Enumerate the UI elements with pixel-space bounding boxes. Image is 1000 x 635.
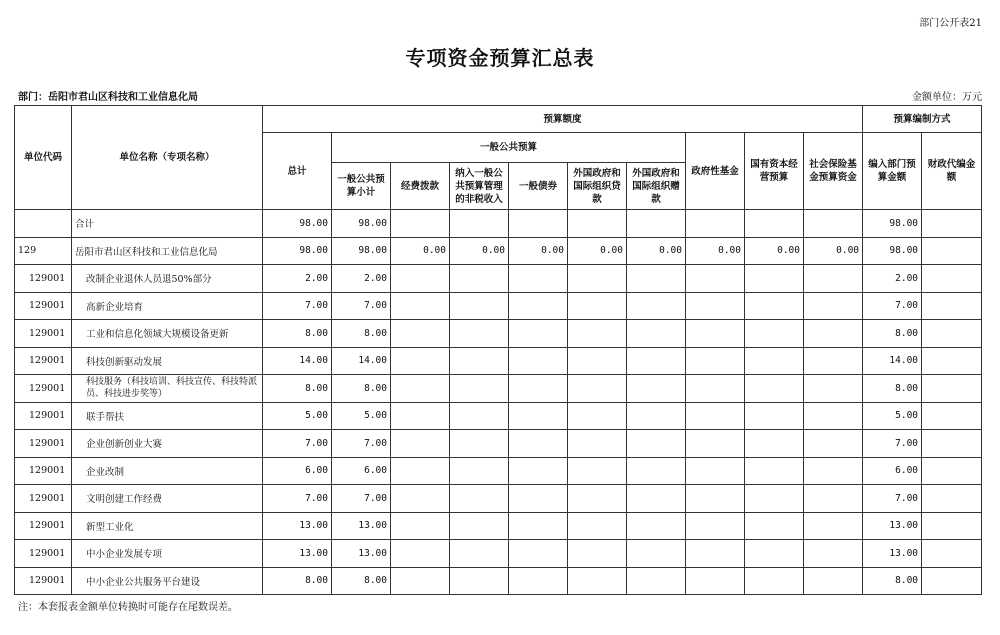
dept-amount-cell: 7.00	[863, 485, 922, 513]
subtotal-cell: 2.00	[332, 265, 391, 293]
gov-fund-cell	[686, 430, 745, 458]
table-row	[15, 540, 982, 568]
loan-cell	[568, 430, 627, 458]
unit-code-cell: 129001	[15, 485, 72, 513]
social-insurance-cell: 0.00	[804, 237, 863, 265]
total-cell: 8.00	[263, 375, 332, 403]
gov-fund-cell	[686, 457, 745, 485]
table-row	[15, 265, 982, 293]
bond-cell	[509, 512, 568, 540]
grant-cell	[627, 457, 686, 485]
bond-cell	[509, 567, 568, 595]
loan-cell	[568, 402, 627, 430]
fiscal-agent-cell	[922, 347, 982, 375]
loan-cell	[568, 567, 627, 595]
state-capital-cell	[745, 430, 804, 458]
grant-cell	[627, 485, 686, 513]
state-capital-cell	[745, 320, 804, 348]
grant-cell	[627, 210, 686, 238]
social-insurance-cell	[804, 512, 863, 540]
state-capital-cell	[745, 292, 804, 320]
form-number: 部门公开表21	[919, 18, 982, 29]
nontax-cell: 0.00	[450, 237, 509, 265]
unit-code-cell: 129001	[15, 292, 72, 320]
nontax-cell	[450, 540, 509, 568]
gov-fund-cell	[686, 265, 745, 293]
dept-amount-cell: 5.00	[863, 402, 922, 430]
unit-code-cell: 129001	[15, 430, 72, 458]
state-capital-cell	[745, 567, 804, 595]
grant-cell	[627, 375, 686, 403]
fee-cell	[391, 430, 450, 458]
unit-code-cell: 129001	[15, 320, 72, 348]
loan-cell	[568, 540, 627, 568]
unit-code-cell: 129001	[15, 402, 72, 430]
dept-amount-cell: 14.00	[863, 347, 922, 375]
unit-code-cell	[15, 210, 72, 238]
nontax-cell	[450, 210, 509, 238]
fiscal-agent-cell	[922, 375, 982, 403]
table-row	[15, 210, 982, 238]
gov-fund-cell	[686, 567, 745, 595]
fiscal-agent-cell	[922, 512, 982, 540]
header-unit-code: 单位代码	[15, 106, 72, 210]
fee-cell: 0.00	[391, 237, 450, 265]
subtotal-cell: 98.00	[332, 210, 391, 238]
header-unit-name: 单位名称（专项名称）	[72, 106, 263, 210]
nontax-cell	[450, 567, 509, 595]
total-cell: 8.00	[263, 567, 332, 595]
header-budget-amount: 预算额度	[263, 106, 863, 133]
fee-cell	[391, 320, 450, 348]
unit-code-cell: 129001	[15, 457, 72, 485]
bond-cell	[509, 347, 568, 375]
fiscal-agent-cell	[922, 292, 982, 320]
unit-name-cell: 改制企业退休人员退50%部分	[72, 265, 263, 293]
nontax-cell	[450, 265, 509, 293]
page-title: 专项资金预算汇总表	[405, 46, 595, 70]
grant-cell: 0.00	[627, 237, 686, 265]
social-insurance-cell	[804, 347, 863, 375]
nontax-cell	[450, 485, 509, 513]
gov-fund-cell: 0.00	[686, 237, 745, 265]
grant-cell	[627, 512, 686, 540]
gov-fund-cell	[686, 292, 745, 320]
loan-cell	[568, 457, 627, 485]
table-row	[15, 375, 982, 403]
fee-cell	[391, 512, 450, 540]
budget-table	[14, 105, 982, 595]
grant-cell	[627, 265, 686, 293]
dept-amount-cell: 2.00	[863, 265, 922, 293]
nontax-cell	[450, 375, 509, 403]
header-foreign-grant: 外国政府和国际组织赠款	[627, 163, 686, 210]
header-total: 总计	[263, 133, 332, 210]
header-fiscal-agent: 财政代编金额	[922, 133, 982, 210]
loan-cell: 0.00	[568, 237, 627, 265]
state-capital-cell	[745, 457, 804, 485]
gov-fund-cell	[686, 512, 745, 540]
loan-cell	[568, 485, 627, 513]
unit-code-cell: 129001	[15, 347, 72, 375]
unit-name-cell: 合计	[72, 210, 263, 238]
grant-cell	[627, 430, 686, 458]
fiscal-agent-cell	[922, 567, 982, 595]
state-capital-cell	[745, 540, 804, 568]
fiscal-agent-cell	[922, 320, 982, 348]
loan-cell	[568, 292, 627, 320]
social-insurance-cell	[804, 457, 863, 485]
nontax-cell	[450, 402, 509, 430]
nontax-cell	[450, 292, 509, 320]
social-insurance-cell	[804, 430, 863, 458]
total-cell: 5.00	[263, 402, 332, 430]
loan-cell	[568, 320, 627, 348]
fee-cell	[391, 540, 450, 568]
total-cell: 13.00	[263, 512, 332, 540]
gov-fund-cell	[686, 402, 745, 430]
social-insurance-cell	[804, 375, 863, 403]
fee-cell	[391, 210, 450, 238]
table-row	[15, 485, 982, 513]
bond-cell	[509, 402, 568, 430]
fee-cell	[391, 265, 450, 293]
header-social-insurance: 社会保险基金预算资金	[804, 133, 863, 210]
unit-name-cell: 中小企业公共服务平台建设	[72, 567, 263, 595]
table-row	[15, 320, 982, 348]
social-insurance-cell	[804, 540, 863, 568]
social-insurance-cell	[804, 567, 863, 595]
social-insurance-cell	[804, 320, 863, 348]
state-capital-cell	[745, 402, 804, 430]
state-capital-cell	[745, 347, 804, 375]
loan-cell	[568, 265, 627, 293]
gov-fund-cell	[686, 540, 745, 568]
unit-name-cell: 岳阳市君山区科技和工业信息化局	[72, 237, 263, 265]
table-body	[15, 210, 982, 595]
bond-cell	[509, 375, 568, 403]
dept-amount-cell: 6.00	[863, 457, 922, 485]
dept-amount-cell: 7.00	[863, 292, 922, 320]
subtotal-cell: 7.00	[332, 485, 391, 513]
social-insurance-cell	[804, 210, 863, 238]
subtotal-cell: 6.00	[332, 457, 391, 485]
total-cell: 6.00	[263, 457, 332, 485]
total-cell: 2.00	[263, 265, 332, 293]
gov-fund-cell	[686, 485, 745, 513]
subtotal-cell: 8.00	[332, 320, 391, 348]
department-label: 部门：岳阳市君山区科技和工业信息化局	[18, 92, 198, 103]
subtotal-cell: 7.00	[332, 430, 391, 458]
gov-fund-cell	[686, 375, 745, 403]
footnote: 注：本套报表金额单位转换时可能存在尾数误差。	[18, 602, 238, 613]
dept-amount-cell: 8.00	[863, 320, 922, 348]
total-cell: 14.00	[263, 347, 332, 375]
subtotal-cell: 98.00	[332, 237, 391, 265]
table-row	[15, 347, 982, 375]
header-dept-amount: 编入部门预算金额	[863, 133, 922, 210]
unit-code-cell: 129001	[15, 375, 72, 403]
bond-cell	[509, 210, 568, 238]
unit-name-cell: 联手帮扶	[72, 402, 263, 430]
fee-cell	[391, 485, 450, 513]
grant-cell	[627, 320, 686, 348]
unit-name-cell: 新型工业化	[72, 512, 263, 540]
nontax-cell	[450, 457, 509, 485]
subtotal-cell: 13.00	[332, 512, 391, 540]
dept-amount-cell: 98.00	[863, 210, 922, 238]
table-row	[15, 512, 982, 540]
unit-code-cell: 129001	[15, 265, 72, 293]
table-row	[15, 402, 982, 430]
fiscal-agent-cell	[922, 265, 982, 293]
subtotal-cell: 5.00	[332, 402, 391, 430]
total-cell: 8.00	[263, 320, 332, 348]
unit-code-cell: 129001	[15, 540, 72, 568]
nontax-cell	[450, 347, 509, 375]
unit-name-cell: 科技创新驱动发展	[72, 347, 263, 375]
header-general-bond: 一般债券	[509, 163, 568, 210]
subtotal-cell: 7.00	[332, 292, 391, 320]
unit-name-cell: 高新企业培育	[72, 292, 263, 320]
header-state-capital: 国有资本经营预算	[745, 133, 804, 210]
header-prep-method: 预算编制方式	[863, 106, 982, 133]
unit-code-cell: 129001	[15, 512, 72, 540]
fiscal-agent-cell	[922, 430, 982, 458]
bond-cell	[509, 292, 568, 320]
table-row	[15, 292, 982, 320]
bond-cell	[509, 430, 568, 458]
gov-fund-cell	[686, 210, 745, 238]
total-cell: 7.00	[263, 430, 332, 458]
header-gov-fund: 政府性基金	[686, 133, 745, 210]
bond-cell	[509, 485, 568, 513]
dept-amount-cell: 7.00	[863, 430, 922, 458]
bond-cell	[509, 457, 568, 485]
dept-amount-cell: 8.00	[863, 567, 922, 595]
social-insurance-cell	[804, 292, 863, 320]
grant-cell	[627, 402, 686, 430]
subtotal-cell: 14.00	[332, 347, 391, 375]
bond-cell	[509, 540, 568, 568]
header-foreign-loan: 外国政府和国际组织贷款	[568, 163, 627, 210]
fee-cell	[391, 402, 450, 430]
header-fee-allocation: 经费拨款	[391, 163, 450, 210]
gov-fund-cell	[686, 320, 745, 348]
header-general-public-budget: 一般公共预算	[332, 133, 686, 163]
bond-cell	[509, 265, 568, 293]
social-insurance-cell	[804, 265, 863, 293]
grant-cell	[627, 567, 686, 595]
subtotal-cell: 8.00	[332, 567, 391, 595]
unit-name-cell: 工业和信息化领域大规模设备更新	[72, 320, 263, 348]
social-insurance-cell	[804, 402, 863, 430]
dept-amount-cell: 13.00	[863, 512, 922, 540]
dept-amount-cell: 8.00	[863, 375, 922, 403]
header-nontax-income: 纳入一般公共预算管理的非税收入	[450, 163, 509, 210]
dept-amount-cell: 13.00	[863, 540, 922, 568]
fee-cell	[391, 567, 450, 595]
grant-cell	[627, 347, 686, 375]
state-capital-cell	[745, 210, 804, 238]
total-cell: 13.00	[263, 540, 332, 568]
fee-cell	[391, 292, 450, 320]
table-row	[15, 237, 982, 265]
table-row	[15, 430, 982, 458]
grant-cell	[627, 292, 686, 320]
loan-cell	[568, 347, 627, 375]
unit-code-cell: 129001	[15, 567, 72, 595]
table-row	[15, 567, 982, 595]
header-gpb-subtotal: 一般公共预算小计	[332, 163, 391, 210]
bond-cell	[509, 320, 568, 348]
state-capital-cell: 0.00	[745, 237, 804, 265]
state-capital-cell	[745, 265, 804, 293]
loan-cell	[568, 210, 627, 238]
loan-cell	[568, 512, 627, 540]
social-insurance-cell	[804, 485, 863, 513]
subtotal-cell: 8.00	[332, 375, 391, 403]
fee-cell	[391, 375, 450, 403]
fee-cell	[391, 347, 450, 375]
unit-name-cell: 科技服务（科技培训、科技宣传、科技特派员、科技进步奖等）	[72, 375, 263, 403]
nontax-cell	[450, 430, 509, 458]
grant-cell	[627, 540, 686, 568]
fiscal-agent-cell	[922, 402, 982, 430]
gov-fund-cell	[686, 347, 745, 375]
unit-name-cell: 企业创新创业大赛	[72, 430, 263, 458]
bond-cell: 0.00	[509, 237, 568, 265]
amount-unit-label: 金额单位：万元	[912, 92, 982, 103]
unit-name-cell: 文明创建工作经费	[72, 485, 263, 513]
subtotal-cell: 13.00	[332, 540, 391, 568]
unit-code-cell: 129	[15, 237, 72, 265]
nontax-cell	[450, 320, 509, 348]
total-cell: 7.00	[263, 485, 332, 513]
unit-name-cell: 企业改制	[72, 457, 263, 485]
unit-name-cell: 中小企业发展专项	[72, 540, 263, 568]
fee-cell	[391, 457, 450, 485]
state-capital-cell	[745, 375, 804, 403]
fiscal-agent-cell	[922, 237, 982, 265]
fiscal-agent-cell	[922, 210, 982, 238]
state-capital-cell	[745, 512, 804, 540]
total-cell: 98.00	[263, 237, 332, 265]
fiscal-agent-cell	[922, 485, 982, 513]
fiscal-agent-cell	[922, 457, 982, 485]
loan-cell	[568, 375, 627, 403]
state-capital-cell	[745, 485, 804, 513]
total-cell: 7.00	[263, 292, 332, 320]
fiscal-agent-cell	[922, 540, 982, 568]
dept-amount-cell: 98.00	[863, 237, 922, 265]
total-cell: 98.00	[263, 210, 332, 238]
table-row	[15, 457, 982, 485]
nontax-cell	[450, 512, 509, 540]
